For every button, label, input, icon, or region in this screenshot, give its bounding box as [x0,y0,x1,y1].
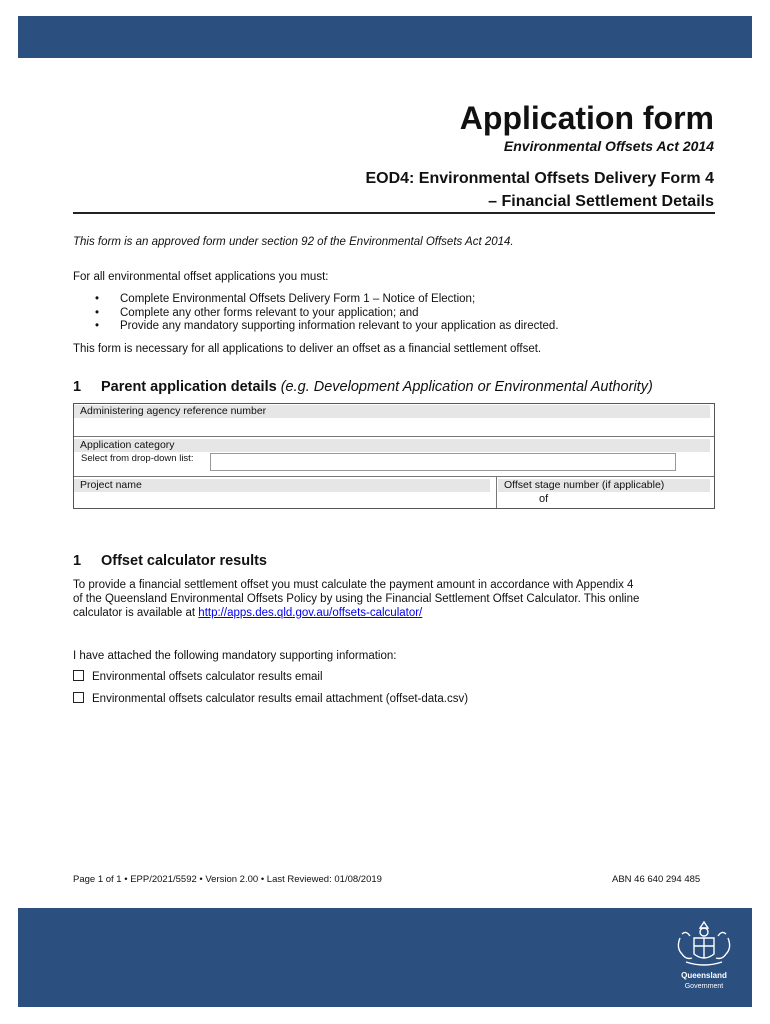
section-number: 1 [73,379,82,395]
footer-left: Page 1 of 1 • EPP/2021/5592 • Version 2.00 • Last Reviewed: 01/08/2019 [73,874,382,885]
svg-text:Queensland: Queensland [681,971,727,980]
checkbox-results-attachment[interactable] [73,692,468,705]
application-category-select[interactable] [210,453,676,471]
footer-band [18,908,752,1007]
footer-abn: ABN 46 640 294 485 [612,874,701,885]
section-title: Offset calculator results [101,553,267,569]
coat-of-arms-icon [672,918,736,994]
title-divider [73,212,715,214]
category-label: Application category [74,439,710,452]
intro-lead: For all environmental offset applications you must: [73,271,329,283]
checkbox-icon[interactable] [73,692,84,703]
list-item: • Complete Environmental Offsets Delivery Form 1 – Notice of Election; [95,293,559,307]
list-item: • Provide any mandatory supporting information relevant to your application as directed. [95,320,559,334]
svg-text:Government: Government [684,983,724,990]
section-title: Parent application details [101,379,277,395]
section-heading-parent [73,379,653,395]
row-divider [74,476,714,477]
section-heading-calculator [73,553,267,569]
form-title-line1: EOD4: Environmental Offsets Delivery Form 4 [365,170,714,187]
form-title-line2: – Financial Settlement Details [488,193,714,210]
list-item: • Complete any other forms relevant to your application; and [95,307,559,321]
section-number: 1 [73,553,82,569]
checkbox-icon[interactable] [73,670,84,681]
offset-stage-label: Offset stage number (if applicable) [498,479,710,492]
checkbox-results-email[interactable] [73,670,323,683]
calculator-paragraph-line2: of the Queensland Environmental Offsets Policy by using the Financial Settlement Offset Calculator. This online [73,593,640,605]
parent-application-table [73,403,715,509]
page-title: Application form [459,100,714,136]
attached-statement: I have attached the following mandatory supporting information: [73,650,397,662]
calculator-link-prefix: calculator is available at [73,607,196,619]
queensland-government-logo [672,918,736,994]
offsets-calculator-link[interactable]: http://apps.des.qld.gov.au/offsets-calculator/ [198,607,423,619]
header-band [18,16,752,58]
agency-ref-label: Administering agency reference number [74,405,710,418]
approved-form-statement: This form is an approved form under section 92 of the Environmental Offsets Act 2014. [73,236,514,248]
requirements-list [95,293,559,334]
offset-stage-of: of [539,493,549,505]
act-subtitle: Environmental Offsets Act 2014 [503,138,714,154]
column-divider [496,476,497,508]
project-name-label: Project name [74,479,490,492]
checkbox-label: Environmental offsets calculator results email [92,671,323,683]
row-divider [74,436,714,437]
checkbox-label: Environmental offsets calculator results email attachment (offset-data.csv) [92,693,469,705]
calculator-paragraph-line3 [73,606,422,620]
section-title-example: (e.g. Development Application or Environmental Authority) [280,379,653,395]
necessary-statement: This form is necessary for all applications to deliver an offset as a financial settlement offset. [73,343,542,355]
dropdown-label: Select from drop-down list: [81,453,194,464]
calculator-paragraph-line1: To provide a financial settlement offset you must calculate the payment amount in accordance with Appendix 4 [73,579,634,591]
